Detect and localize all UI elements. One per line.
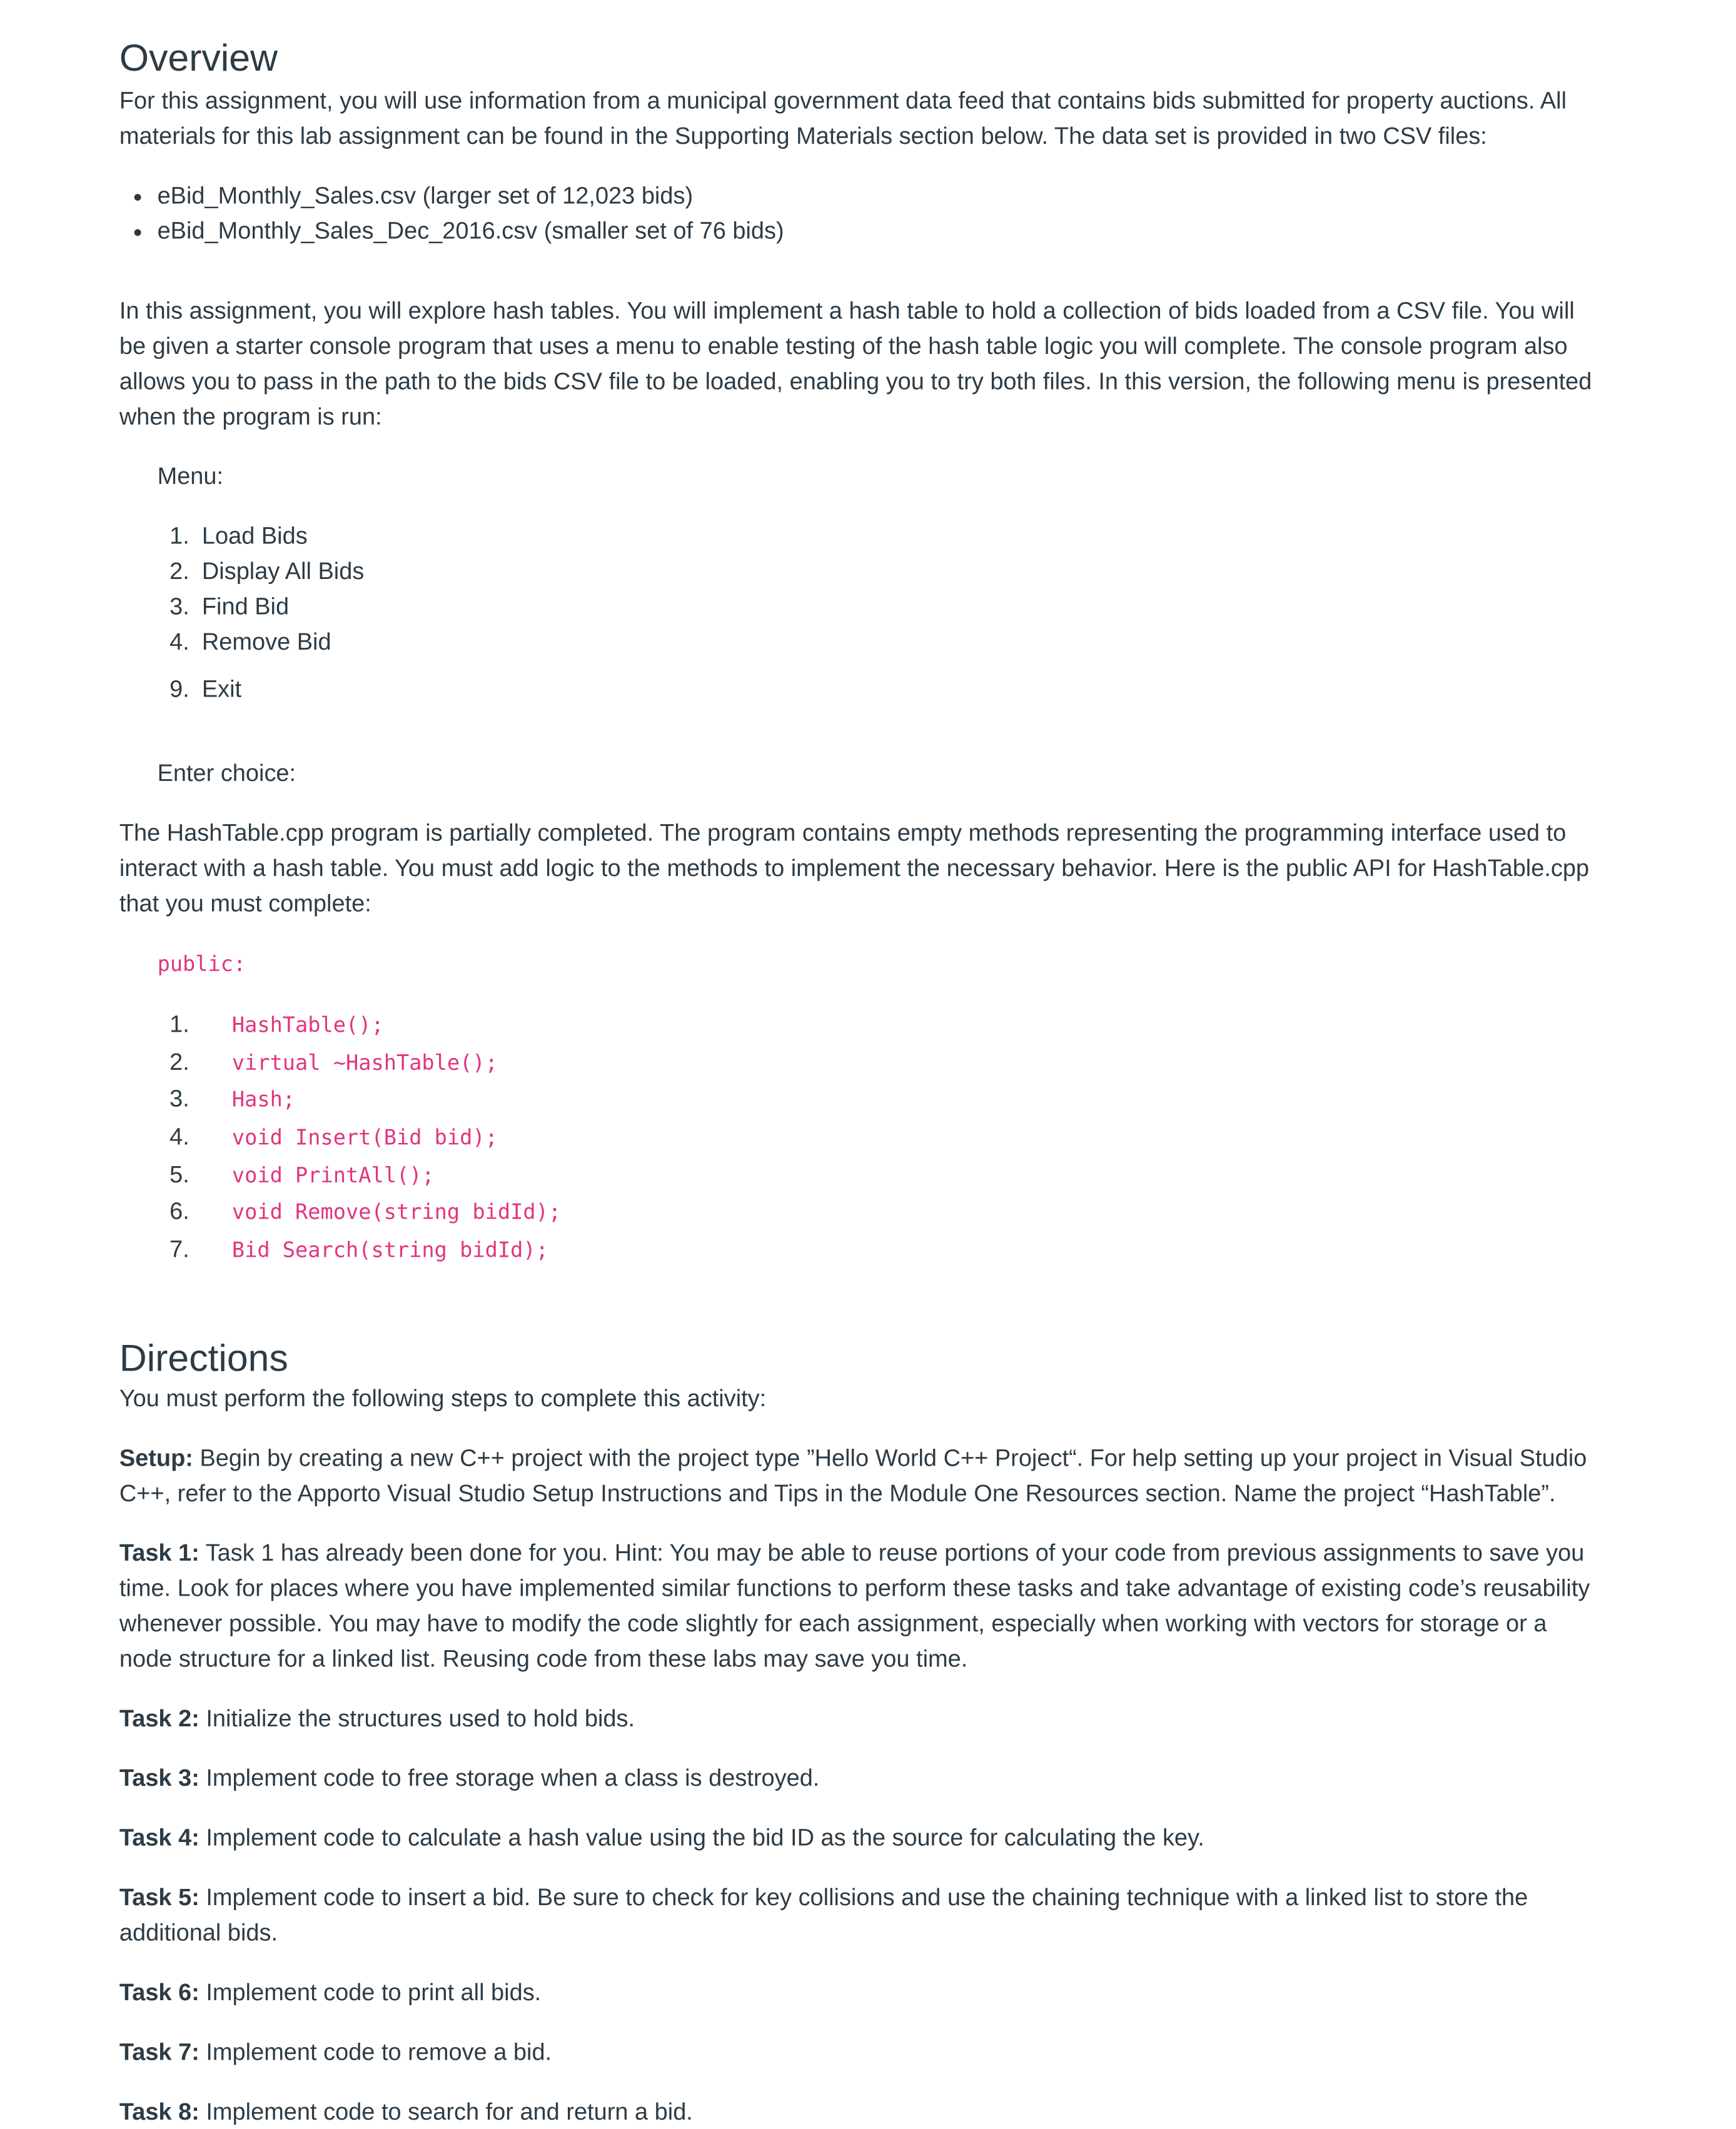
file-list-item: • eBid_Monthly_Sales_Dec_2016.csv (smaller set of 76 bids) bbox=[158, 213, 1598, 248]
directions-heading: Directions bbox=[119, 1336, 288, 1379]
api-item: 5. void PrintAll(); bbox=[169, 1160, 435, 1188]
menu-item: 1. Load Bids bbox=[169, 521, 308, 550]
task-6: Task 6: Implement code to print all bids. bbox=[119, 1978, 542, 2006]
menu-item: 2. Display All Bids bbox=[169, 557, 365, 585]
menu-item: 9. Exit bbox=[169, 675, 242, 703]
directions-intro: You must perform the following steps to complete this activity: bbox=[119, 1384, 767, 1412]
api-item: 4. void Insert(Bid bid); bbox=[169, 1122, 498, 1150]
task-3: Task 3: Implement code to free storage when a class is destroyed. bbox=[119, 1764, 820, 1791]
api-item: 7. Bid Search(string bidId); bbox=[169, 1236, 548, 1263]
menu-item: 4. Remove Bid bbox=[169, 628, 331, 655]
task-7: Task 7: Implement code to remove a bid. bbox=[119, 2038, 552, 2065]
overview-intro: For this assignment, you will use information from a municipal government data feed that contains bids submitted for property auctions. All materials for this lab assignment can be found in the Supporting Materials section below. The data set is provided in two CSV files: bbox=[119, 86, 1567, 149]
task-4: Task 4: Implement code to calculate a hash value using the bid ID as the source for calculating the key. bbox=[119, 1823, 1204, 1851]
file-list bbox=[119, 178, 1598, 248]
file-list-item: • eBid_Monthly_Sales.csv (larger set of 12,023 bids) bbox=[158, 178, 1598, 213]
menu-item: 3. Find Bid bbox=[169, 592, 290, 620]
overview-paragraph-2: In this assignment, you will explore hash tables. You will implement a hash table to hold a collection of bids loaded from a CSV file. You will be given a starter console program that uses a menu to enable testing of the hash table logic you will complete. The console program also allows you to pass in the path to the bids CSV file to be loaded, enabling you to try both files. In this version, the following menu is presented when the program is run: bbox=[119, 296, 1592, 430]
task-8: Task 8: Implement code to search for and return a bid. bbox=[119, 2097, 693, 2125]
task-setup: Setup: Begin by creating a new C++ project with the project type ”Hello World C++ Project“. For help setting up your project in Visual Studio C++, refer to the Apporto Visual Studio Setup Instructions and Tips in the Module One Resources section. Name the project “HashTable”. bbox=[119, 1444, 1587, 1507]
public-label: public: bbox=[157, 952, 246, 977]
task-1: Task 1: Task 1 has already been done for you. Hint: You may be able to reuse portions of your code from previous assignments to save you time. Look for places where you have implemented similar functions to perform these tasks and take advantage of existing code’s reusability whenever possible. You may have to modify the code slightly for each assignment, especially when working with vectors for storage or a node structure for a linked list. Reusing code from these labs may save you time. bbox=[119, 1539, 1590, 1672]
api-item: 6. void Remove(string bidId); bbox=[169, 1197, 562, 1226]
api-item: 1. HashTable(); bbox=[169, 1010, 384, 1038]
enter-choice-prompt: Enter choice: bbox=[157, 759, 296, 787]
task-5: Task 5: Implement code to insert a bid. Be sure to check for key collisions and use the chaining technique with a linked list to store the additional bids. bbox=[119, 1883, 1528, 1946]
overview-paragraph-3: The HashTable.cpp program is partially completed. The program contains empty methods representing the programming interface used to interact with a hash table. You must add logic to the methods to implement the necessary behavior. Here is the public API for HashTable.cpp that you must complete: bbox=[119, 818, 1590, 917]
content bbox=[119, 0, 1598, 2129]
api-list bbox=[119, 1006, 1598, 1269]
menu-label: Menu: bbox=[157, 462, 224, 490]
overview-heading: Overview bbox=[119, 36, 278, 79]
task-2: Task 2: Initialize the structures used to hold bids. bbox=[119, 1704, 635, 1732]
api-item: 3. Hash; bbox=[169, 1085, 296, 1113]
menu-list bbox=[119, 518, 1598, 706]
api-item: 2. virtual ~HashTable(); bbox=[169, 1047, 498, 1075]
